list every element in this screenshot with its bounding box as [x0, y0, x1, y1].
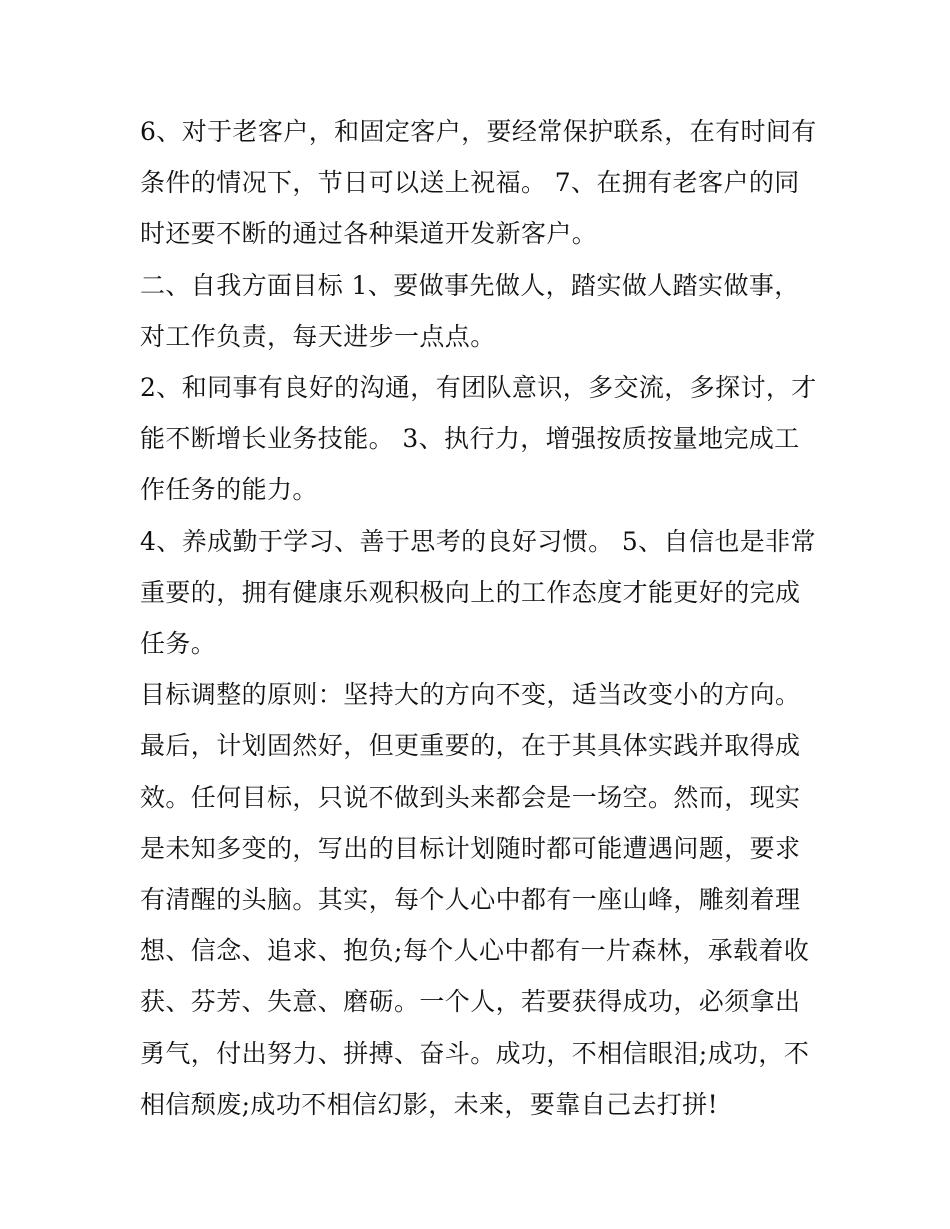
paragraph-communication-execution: 2、和同事有良好的沟通，有团队意识，多交流，多探讨，才能不断增长业务技能。 3、执行力，增强按质按量地完成工作任务的能力。 — [140, 373, 817, 505]
paragraph-adjustment-principle: 目标调整的原则：坚持大的方向不变，适当改变小的方向。 — [140, 680, 801, 710]
paragraph-self-goals: 二、自我方面目标 1、要做事先做人，踏实做人踏实做事，对工作负责，每天进步一点点。 — [140, 270, 800, 351]
document-body — [140, 106, 818, 1130]
paragraph-learning-confidence: 4、养成勤于学习、善于思考的良好习惯。 5、自信也是非常重要的，拥有健康乐观积极向上的工作态度才能更好的完成任务。 — [140, 526, 816, 659]
paragraph-customer-relations: 6、对于老客户，和固定客户，要经常保护联系，在有时间有条件的情况下，节日可以送上祝福。 7、在拥有老客户的同时还要不断的通过各种渠道开发新客户。 — [140, 117, 817, 249]
paragraph-conclusion: 最后，计划固然好，但更重要的，在于其具体实践并取得成效。任何目标，只说不做到头来都会是一场空。然而，现实是未知多变的，写出的目标计划随时都可能遭遇问题，要求有清醒的头脑。其实，每个人心中都有一座山峰，雕刻着理想、信念、追求、抱负;每个人心中都有一片森林，承载着收获、芬芳、失意、磨砺。一个人，若要获得成功，必须拿出勇气，付出努力、拼搏、奋斗。成功，不相信眼泪;成功，不相信颓废;成功不相信幻影，未来，要靠自己去打拼! — [140, 731, 810, 1119]
